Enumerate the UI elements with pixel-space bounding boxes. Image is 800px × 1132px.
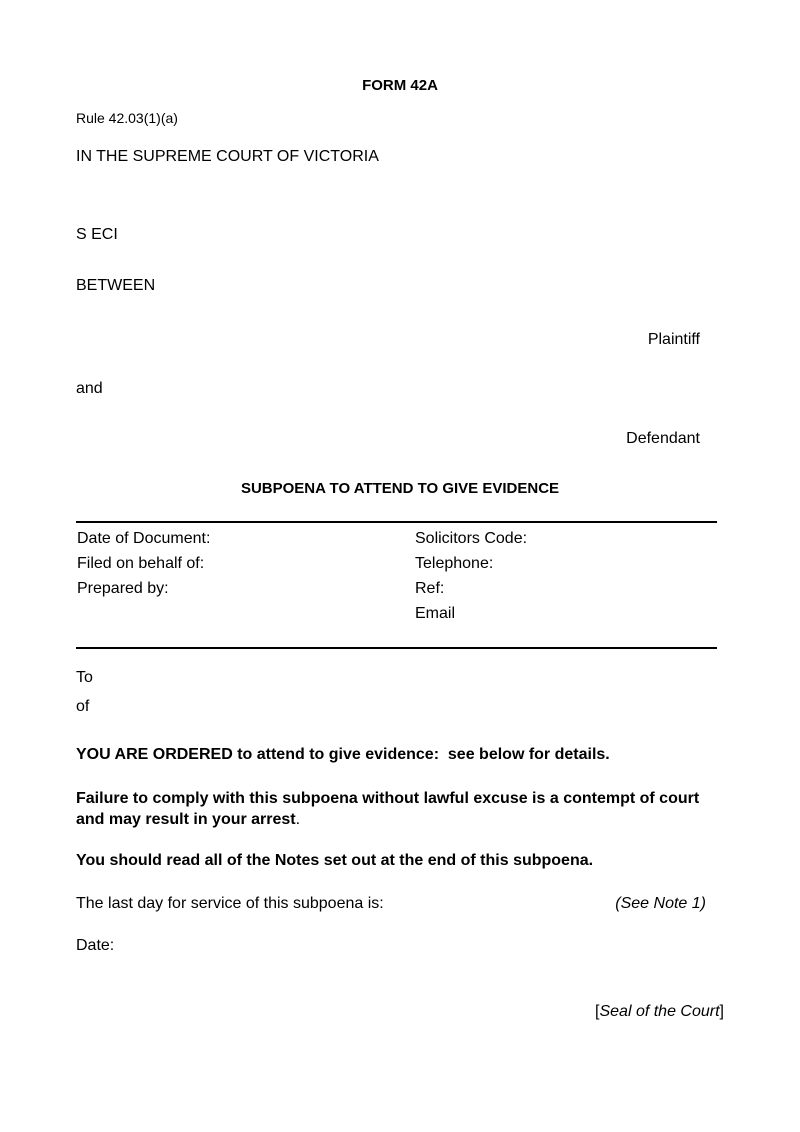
form-number: FORM 42A xyxy=(362,77,438,94)
and-label: and xyxy=(76,380,103,397)
last-day-of-service-row xyxy=(76,894,706,913)
defendant-label: Defendant xyxy=(626,430,700,447)
court-name: IN THE SUPREME COURT OF VICTORIA xyxy=(76,148,379,165)
to-label: To xyxy=(76,669,93,686)
plaintiff-label: Plaintiff xyxy=(647,331,700,348)
email-label: Email xyxy=(415,605,456,622)
horizontal-rule-top xyxy=(76,521,717,523)
failure-warning-period: . xyxy=(295,811,301,828)
ref-label: Ref: xyxy=(415,580,445,597)
failure-warning-text: Failure to comply with this subpoena without lawful excuse is a contempt of court and may result in your arrest xyxy=(76,790,700,828)
filing-details-right-column xyxy=(415,530,527,630)
date-label: Date: xyxy=(76,937,115,954)
horizontal-rule-bottom xyxy=(76,647,717,649)
between-label: BETWEEN xyxy=(76,277,156,294)
seal-open-bracket: [ xyxy=(595,1003,600,1020)
failure-warning-paragraph xyxy=(76,788,718,830)
document-title: SUBPOENA TO ATTEND TO GIVE EVIDENCE xyxy=(240,480,560,497)
seal-text: Seal of the Court xyxy=(599,1003,720,1020)
of-label: of xyxy=(76,698,90,715)
solicitors-code-label: Solicitors Code: xyxy=(415,530,528,547)
ordered-paragraph: YOU ARE ORDERED to attend to give evidence: see below for details. xyxy=(76,746,610,763)
last-day-label: The last day for service of this subpoena is: xyxy=(76,895,384,912)
filed-on-behalf-label: Filed on behalf of: xyxy=(77,555,205,572)
seal-close-bracket: ] xyxy=(719,1003,724,1020)
notes-paragraph: You should read all of the Notes set out at the end of this subpoena. xyxy=(76,852,594,869)
rule-reference: Rule 42.03(1)(a) xyxy=(76,110,178,126)
prepared-by-label: Prepared by: xyxy=(77,580,169,597)
see-note-reference: (See Note 1) xyxy=(615,895,706,912)
seal-of-the-court xyxy=(595,1002,724,1021)
date-of-document-label: Date of Document: xyxy=(77,530,211,547)
case-number-prefix: S ECI xyxy=(76,226,118,243)
telephone-label: Telephone: xyxy=(415,555,494,572)
filing-details-left-column xyxy=(77,530,210,605)
